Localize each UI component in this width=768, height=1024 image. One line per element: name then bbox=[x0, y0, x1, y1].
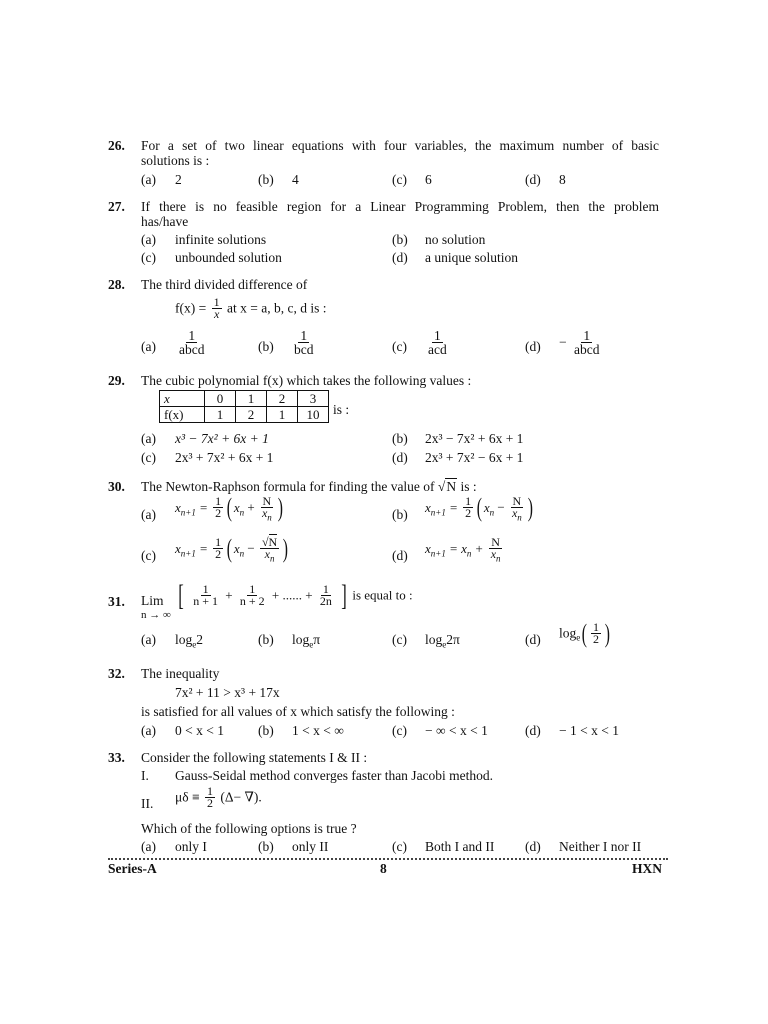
log-text: log bbox=[425, 632, 443, 647]
option-text: 2x³ + 7x² − 6x + 1 bbox=[425, 450, 524, 465]
option-text: 6 bbox=[425, 172, 432, 187]
table-row bbox=[160, 407, 329, 423]
log-base: e bbox=[442, 639, 447, 650]
fraction bbox=[205, 786, 215, 809]
table-cell: 0 bbox=[205, 391, 236, 407]
option-text: 0 < x < 1 bbox=[175, 723, 224, 738]
question-text bbox=[141, 479, 477, 495]
option-text: 2x³ − 7x² + 6x + 1 bbox=[425, 431, 524, 446]
option-label: (c) bbox=[392, 632, 407, 647]
formula-suffix: (Δ− ∇). bbox=[220, 789, 262, 805]
limit-expression: [ $\frac{1}{n + 1}$ + $\frac{1}{n + 2}$ + ...... + $\frac{1}{2n}$ ] is equal to : bbox=[178, 578, 413, 612]
option-label: (c) bbox=[392, 172, 407, 187]
fraction bbox=[426, 329, 449, 356]
footer-divider bbox=[108, 858, 668, 860]
option-fraction bbox=[559, 329, 603, 356]
table-suffix: is : bbox=[333, 402, 350, 417]
option-label: (c) bbox=[141, 450, 156, 465]
question-number: 28. bbox=[108, 277, 125, 292]
log-base: e bbox=[576, 632, 581, 643]
fraction-numerator: 1 bbox=[213, 295, 220, 309]
fraction-denominator: acd bbox=[428, 342, 447, 357]
option-label: (d) bbox=[525, 723, 541, 738]
fraction-numerator: 1 bbox=[249, 582, 256, 596]
lim-subscript: n → ∞ bbox=[141, 609, 171, 621]
option-label: (c) bbox=[141, 548, 156, 563]
option-label: (b) bbox=[258, 339, 274, 354]
fraction-denominator: 2 bbox=[592, 632, 599, 646]
fraction-numerator: 1 bbox=[300, 328, 308, 343]
inequality-expression: 7x² + 11 > x³ + 17x bbox=[175, 685, 280, 700]
question-number: 26. bbox=[108, 138, 125, 153]
fraction-denominator: n + 1 bbox=[193, 594, 219, 608]
footer-code: HXN bbox=[632, 861, 662, 876]
option-label: (c) bbox=[392, 839, 407, 854]
option-text bbox=[425, 632, 460, 648]
fraction-denominator: bcd bbox=[294, 342, 314, 357]
fraction bbox=[318, 584, 334, 607]
fraction-denominator: abcd bbox=[179, 342, 205, 357]
option-text: Both I and II bbox=[425, 839, 495, 854]
option-text: − ∞ < x < 1 bbox=[425, 723, 488, 738]
fraction-numerator: 1 bbox=[433, 328, 441, 343]
option-label: (a) bbox=[141, 232, 156, 247]
table-cell: 10 bbox=[298, 407, 329, 423]
question-text: has/have bbox=[141, 214, 189, 229]
option-text: 1 < x < ∞ bbox=[292, 723, 344, 738]
option-label: (a) bbox=[141, 172, 156, 187]
option-label: (d) bbox=[525, 339, 541, 354]
log-arg: 2π bbox=[446, 632, 460, 647]
option-label: (d) bbox=[525, 172, 541, 187]
question-text: The third divided difference of bbox=[141, 277, 308, 292]
log-text: log bbox=[559, 625, 577, 641]
question-number: 32. bbox=[108, 666, 125, 681]
statement-label: I. bbox=[141, 768, 149, 783]
fraction bbox=[191, 584, 220, 607]
log-arg: π bbox=[313, 632, 321, 647]
fraction-numerator: 1 bbox=[322, 582, 329, 596]
option-label: (a) bbox=[141, 839, 156, 854]
formula-c: $x_{n+1}$ = $\frac{1}{2}$ ( $x_n$ − $\frac{√N}{x_n}$ ) bbox=[175, 533, 289, 564]
fraction-denominator: n + 2 bbox=[239, 594, 265, 608]
statement-text: Gauss-Seidal method converges faster than Jacobi method. bbox=[175, 768, 494, 783]
option-text: unbounded solution bbox=[175, 250, 282, 265]
math-expression bbox=[175, 297, 326, 320]
fraction bbox=[212, 297, 222, 320]
option-text bbox=[175, 632, 203, 648]
log-text: log bbox=[175, 632, 193, 647]
table-cell: 2 bbox=[267, 391, 298, 407]
option-label: (a) bbox=[141, 723, 156, 738]
fraction-numerator: 1 bbox=[202, 582, 209, 596]
lim-text: Lim bbox=[141, 593, 164, 608]
statement-formula bbox=[175, 786, 262, 809]
option-text: $\log_e$( $\frac{1}{2}$ ) bbox=[559, 618, 610, 648]
option-label: (b) bbox=[258, 172, 274, 187]
option-fraction bbox=[424, 329, 451, 356]
footer-series: Series-A bbox=[108, 861, 157, 876]
table-cell: 2 bbox=[236, 407, 267, 423]
question-text: solutions is : bbox=[141, 153, 210, 168]
fraction-numerator: 1 bbox=[583, 328, 591, 343]
option-text: − 1 < x < 1 bbox=[559, 723, 619, 738]
question-text: Which of the following options is true ? bbox=[141, 821, 357, 836]
option-label: (a) bbox=[141, 632, 156, 647]
option-label: (d) bbox=[392, 450, 408, 465]
table-cell: 1 bbox=[236, 391, 267, 407]
table-cell: 1 bbox=[205, 407, 236, 423]
option-label: (b) bbox=[392, 431, 408, 446]
question-text-prefix: The Newton-Raphson formula for finding the value of bbox=[141, 479, 435, 494]
limit-operator bbox=[141, 594, 171, 622]
question-text: Consider the following statements I & II : bbox=[141, 750, 368, 765]
fraction-numerator: 1 bbox=[592, 620, 599, 634]
fraction-denominator: abcd bbox=[574, 342, 600, 357]
option-text: a unique solution bbox=[425, 250, 518, 265]
question-number: 31. bbox=[108, 594, 125, 609]
option-label: (c) bbox=[141, 250, 156, 265]
option-text: infinite solutions bbox=[175, 232, 267, 247]
option-text: only I bbox=[175, 839, 207, 854]
fraction bbox=[292, 329, 316, 356]
fraction-denominator: 2n bbox=[319, 594, 332, 608]
question-text-suffix: is : bbox=[460, 479, 477, 494]
square-root: √N bbox=[437, 479, 457, 494]
values-table bbox=[159, 390, 329, 423]
option-label: (b) bbox=[258, 839, 274, 854]
option-label: (d) bbox=[525, 632, 541, 647]
formula-prefix: μδ ≡ bbox=[175, 789, 200, 805]
option-label: (b) bbox=[258, 632, 274, 647]
question-number: 33. bbox=[108, 750, 125, 765]
table-cell: 1 bbox=[267, 407, 298, 423]
option-label: (a) bbox=[141, 431, 156, 446]
expr-prefix: f(x) = bbox=[175, 300, 207, 316]
log-text: log bbox=[292, 632, 310, 647]
option-fraction bbox=[290, 329, 318, 356]
option-text: 2 bbox=[175, 172, 182, 187]
option-label: (c) bbox=[392, 339, 407, 354]
question-number: 27. bbox=[108, 199, 125, 214]
minus-sign: − bbox=[559, 334, 567, 350]
formula-d: $x_{n+1} = x_n$ + $\frac{N}{x_n}$ bbox=[425, 535, 501, 564]
question-text: If there is no feasible region for a Linear Programming Problem, then the problem bbox=[141, 199, 659, 214]
fraction-denominator: 2 bbox=[206, 796, 213, 810]
option-label: (b) bbox=[392, 232, 408, 247]
question-number: 30. bbox=[108, 479, 125, 494]
question-text: For a set of two linear equations with four variables, the maximum number of basic bbox=[141, 138, 659, 153]
expr-suffix: at x = a, b, c, d is : bbox=[226, 300, 327, 316]
fraction bbox=[572, 329, 601, 356]
table-cell: x bbox=[160, 391, 205, 407]
fraction-numerator: 1 bbox=[188, 328, 196, 343]
option-label: (d) bbox=[392, 250, 408, 265]
fraction bbox=[238, 584, 267, 607]
option-text bbox=[292, 632, 320, 648]
log-base: e bbox=[309, 639, 314, 650]
formula-a: $x_{n+1}$ = $\frac{1}{2}$ ( $x_n$ + $\frac{N}{x_n}$ ) bbox=[175, 492, 283, 523]
option-label: (c) bbox=[392, 723, 407, 738]
log-arg: 2 bbox=[196, 632, 204, 647]
table-row bbox=[160, 391, 329, 407]
radicand: N bbox=[446, 479, 457, 494]
option-label: (d) bbox=[525, 839, 541, 854]
statement-label: II. bbox=[141, 796, 154, 811]
values-table-wrap bbox=[159, 390, 329, 423]
question-text: The inequality bbox=[141, 666, 220, 681]
question-number: 29. bbox=[108, 373, 125, 388]
option-label: (d) bbox=[392, 548, 408, 563]
page-number: 8 bbox=[380, 861, 387, 876]
option-label: (a) bbox=[141, 507, 156, 522]
fraction-denominator: x bbox=[213, 307, 220, 321]
suffix-text: is equal to : bbox=[352, 587, 413, 603]
option-text: Neither I nor II bbox=[559, 839, 642, 854]
option-text: only II bbox=[292, 839, 329, 854]
fraction bbox=[591, 622, 601, 645]
option-text: 2x³ + 7x² + 6x + 1 bbox=[175, 450, 274, 465]
question-text: The cubic polynomial f(x) which takes the following values : bbox=[141, 373, 472, 388]
table-cell: 3 bbox=[298, 391, 329, 407]
option-text: x³ − 7x² + 6x + 1 bbox=[175, 431, 269, 446]
fraction-numerator: 1 bbox=[206, 784, 213, 798]
option-label: (b) bbox=[258, 723, 274, 738]
option-text: no solution bbox=[425, 232, 486, 247]
table-cell: f(x) bbox=[160, 407, 205, 423]
option-text: 8 bbox=[559, 172, 566, 187]
fraction bbox=[177, 329, 206, 356]
log-base: e bbox=[192, 639, 197, 650]
formula-b: $x_{n+1}$ = $\frac{1}{2}$ ( $x_n$ − $\frac{N}{x_n}$ ) bbox=[425, 492, 533, 523]
option-text: 4 bbox=[292, 172, 299, 187]
option-label: (a) bbox=[141, 339, 156, 354]
dots: + ...... + bbox=[271, 587, 313, 603]
option-fraction bbox=[175, 329, 208, 356]
option-label: (b) bbox=[392, 507, 408, 522]
question-text: is satisfied for all values of x which satisfy the following : bbox=[141, 704, 455, 719]
